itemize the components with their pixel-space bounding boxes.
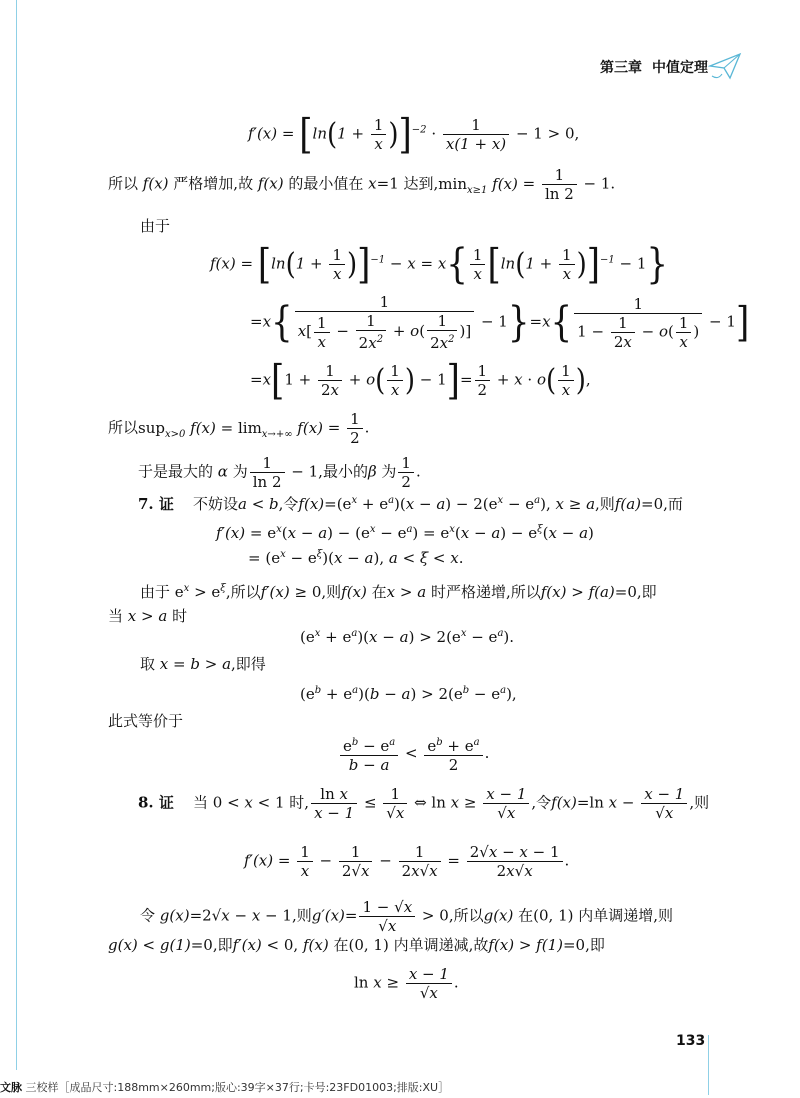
problem-7-intro: 7. 证 不妨设a < b,令$f(x)=(e^x + e^a)(x - a) - 2(e^x - e^a)$, x ≥ a,则f(a)=0,而 xyxy=(138,495,683,513)
equation-p8-final: ln x ≥ $\frac{x - 1}{√x}$ . xyxy=(354,965,459,1002)
page-number: 133 xyxy=(676,1033,706,1049)
equation-f-line2: =x{ 1 x[ $\frac{1}{x}$ − $\frac{1}{2x^2}$ + o( $\frac{1}{2x^2}$ )] − 1}=x{ 1 1 − $\frac{1}{2x}$ − o( $\frac{1}{x}$ ) − 1] xyxy=(250,293,750,352)
equation-p7-deriv1: $f'(x) = e^x(x - a) - (e^x - e^a) = e^x(x - a) - e^\xi(x - a)$ xyxy=(216,524,594,542)
problem-8-h: g(x) < g(1)=0,即f′(x) < 0, f(x) 在(0, 1) 内单调递减,故f(x) > f(1)=0,即 xyxy=(108,936,605,954)
footer-brand: 文脉 xyxy=(0,1081,22,1094)
equation-p7-deriv2: = $(e^x - e^\xi)(x - a)$, a < ξ < x. xyxy=(248,549,464,567)
equation-f-line1: f(x) = [ln(1 + $\frac{1}{x}$ )]$^{-1}$ − x = x{ $\frac{1}{x}$ [ln(1 + $\frac{1}{x}$ )]$^{-1}$ − 1} xyxy=(210,240,669,289)
page-margin-line xyxy=(16,0,17,1070)
equation-p7-ineq2: $(e^b + e^a)(b - a) > 2(e^b - e^a)$, xyxy=(300,685,517,703)
chapter-title: 第三章 xyxy=(600,60,642,76)
text-line-min: 所以 f(x) 严格增加,故 f(x) 的最小值在 x=1 达到$,\min_{x\ge 1}$ f(x) = $\frac{1}{\ln 2}$ − 1. xyxy=(108,166,616,203)
problem-7-equiv: 此式等价于 xyxy=(108,712,184,730)
footer-info: 三校样［成品尺寸:188mm×260mm;版心:39字×37行;卡号:23FD01003;排版:XU］ xyxy=(25,1081,450,1094)
problem-8-intro: 8. 证 当 0 < x < 1 时, $\frac{\text{ln x}}{x - 1}$ ≤ $\frac{1}{√x}$ ⇔ ln x ≥ $\frac{x - 1}{√x}$ ,令f(x)=ln x − $\frac{x - 1}{√x}$ ,则 xyxy=(138,785,710,822)
equation-p7-final: $\frac{e^b - e^a}{b - a}$ < $\frac{e^b + e^a}{2}$ . xyxy=(338,734,489,774)
problem-7-reason-cont: 当 x > a 时 xyxy=(108,607,188,625)
equation-p8-deriv: f′(x) = $\frac{1}{x}$ − $\frac{1}{2√x}$ − $\frac{1}{2x√x}$ = $\frac{2√x - x - 1}{2x√x}$ . xyxy=(244,843,570,880)
problem-8-g: 令 g(x)=2√x − x − 1,则g′(x)= $\frac{1 - √x}{√x}$ > 0,所以g(x) 在(0, 1) 内单调递增,则 xyxy=(140,898,674,935)
text-line-alpha-beta: 于是最大的 α 为 $\frac{1}{\ln 2}$ − 1,最小的β 为 $\frac{1}{2}$ . xyxy=(138,454,421,491)
problem-7-take: 取 x = b > a,即得 xyxy=(140,655,266,673)
text-line-sup: 所以sup$_{x>0}$ $f(x) = \lim_{x\to+\infty} f(x)$ = $\frac{1}{2}$ . xyxy=(108,410,370,447)
page-number-rule xyxy=(708,1035,709,1095)
problem-7-reason: 由于 $e^x > e^\xi$,所以f′(x) ≥ 0,则f(x) 在x > a 时严格递增,所以f(x) > f(a)=0,即 xyxy=(140,583,657,601)
print-footer xyxy=(0,1079,449,1095)
section-title: 中值定理 xyxy=(652,60,708,76)
text-line-youyu: 由于 xyxy=(140,217,171,235)
equation-derivative: f′(x) = [ln(1 + $\frac{1}{x}$ )]$^{-2}$ · $\frac{1}{x(1 + x)}$ − 1 > 0, xyxy=(248,110,580,159)
equation-p7-ineq1: $(e^x + e^a)(x - a) > 2(e^x - e^a)$. xyxy=(300,628,515,646)
equation-f-line3: =x[1 + $\frac{1}{2x}$ + o( $\frac{1}{x}$ ) − 1]= $\frac{1}{2}$ + x · o( $\frac{1}{x}$ ), xyxy=(250,356,591,405)
paper-plane-icon xyxy=(708,50,742,82)
running-header xyxy=(600,57,708,77)
